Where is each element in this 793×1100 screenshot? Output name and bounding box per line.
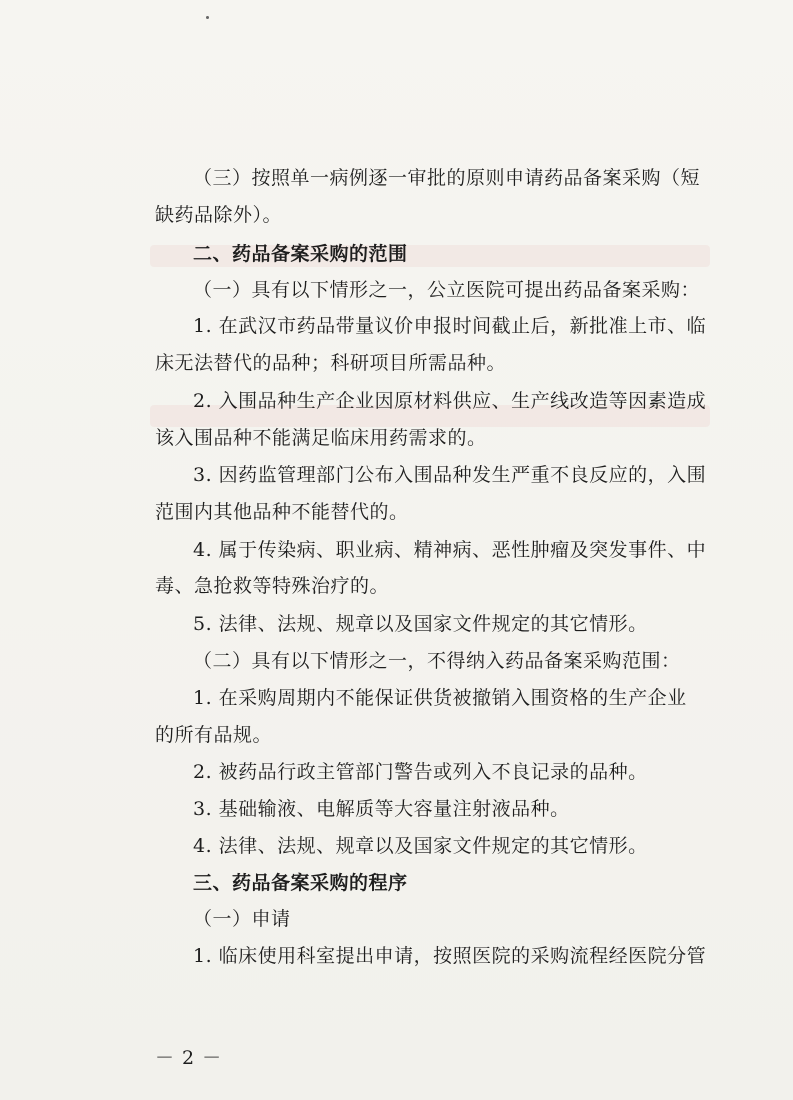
paragraph-line: 2. 入围品种生产企业因原材料供应、生产线改造等因素造成 <box>193 390 707 412</box>
paragraph-line: 1. 临床使用科室提出申请，按照医院的采购流程经医院分管 <box>193 945 707 967</box>
paragraph-line: 毒、急抢救等特殊治疗的。 <box>155 575 390 597</box>
paragraph-line: 2. 被药品行政主管部门警告或列入不良记录的品种。 <box>193 761 648 783</box>
section-heading: 三、药品备案采购的程序 <box>193 872 408 894</box>
paragraph-line: （一）具有以下情形之一，公立医院可提出药品备案采购： <box>193 279 701 301</box>
paragraph-line: 范围内其他品种不能替代的。 <box>155 501 409 523</box>
paragraph-line: （一）申请 <box>193 908 291 930</box>
paragraph-line: （三）按照单一病例逐一审批的原则申请药品备案采购（短 <box>193 167 701 189</box>
paragraph-line: 该入围品种不能满足临床用药需求的。 <box>155 427 487 449</box>
paragraph-line: 床无法替代的品种；科研项目所需品种。 <box>155 352 507 374</box>
paragraph-line: 4. 法律、法规、规章以及国家文件规定的其它情形。 <box>193 835 648 857</box>
paragraph-line: 3. 因药监管理部门公布入围品种发生严重不良反应的，入围 <box>193 464 707 486</box>
section-heading: 二、药品备案采购的范围 <box>193 243 408 265</box>
paragraph-line: 1. 在武汉市药品带量议价申报时间截止后，新批准上市、临 <box>193 315 707 337</box>
paragraph-line: 的所有品规。 <box>155 724 273 746</box>
scan-mark <box>206 16 209 19</box>
paragraph-line: 5. 法律、法规、规章以及国家文件规定的其它情形。 <box>193 613 648 635</box>
paragraph-line: 4. 属于传染病、职业病、精神病、恶性肿瘤及突发事件、中 <box>193 539 707 561</box>
paragraph-line: （二）具有以下情形之一，不得纳入药品备案采购范围： <box>193 650 681 672</box>
page-number: － 2 － <box>155 1047 223 1069</box>
paragraph-line: 1. 在采购周期内不能保证供货被撤销入围资格的生产企业 <box>193 687 687 709</box>
paragraph-line: 3. 基础输液、电解质等大容量注射液品种。 <box>193 798 570 820</box>
paragraph-line: 缺药品除外）。 <box>155 204 283 226</box>
